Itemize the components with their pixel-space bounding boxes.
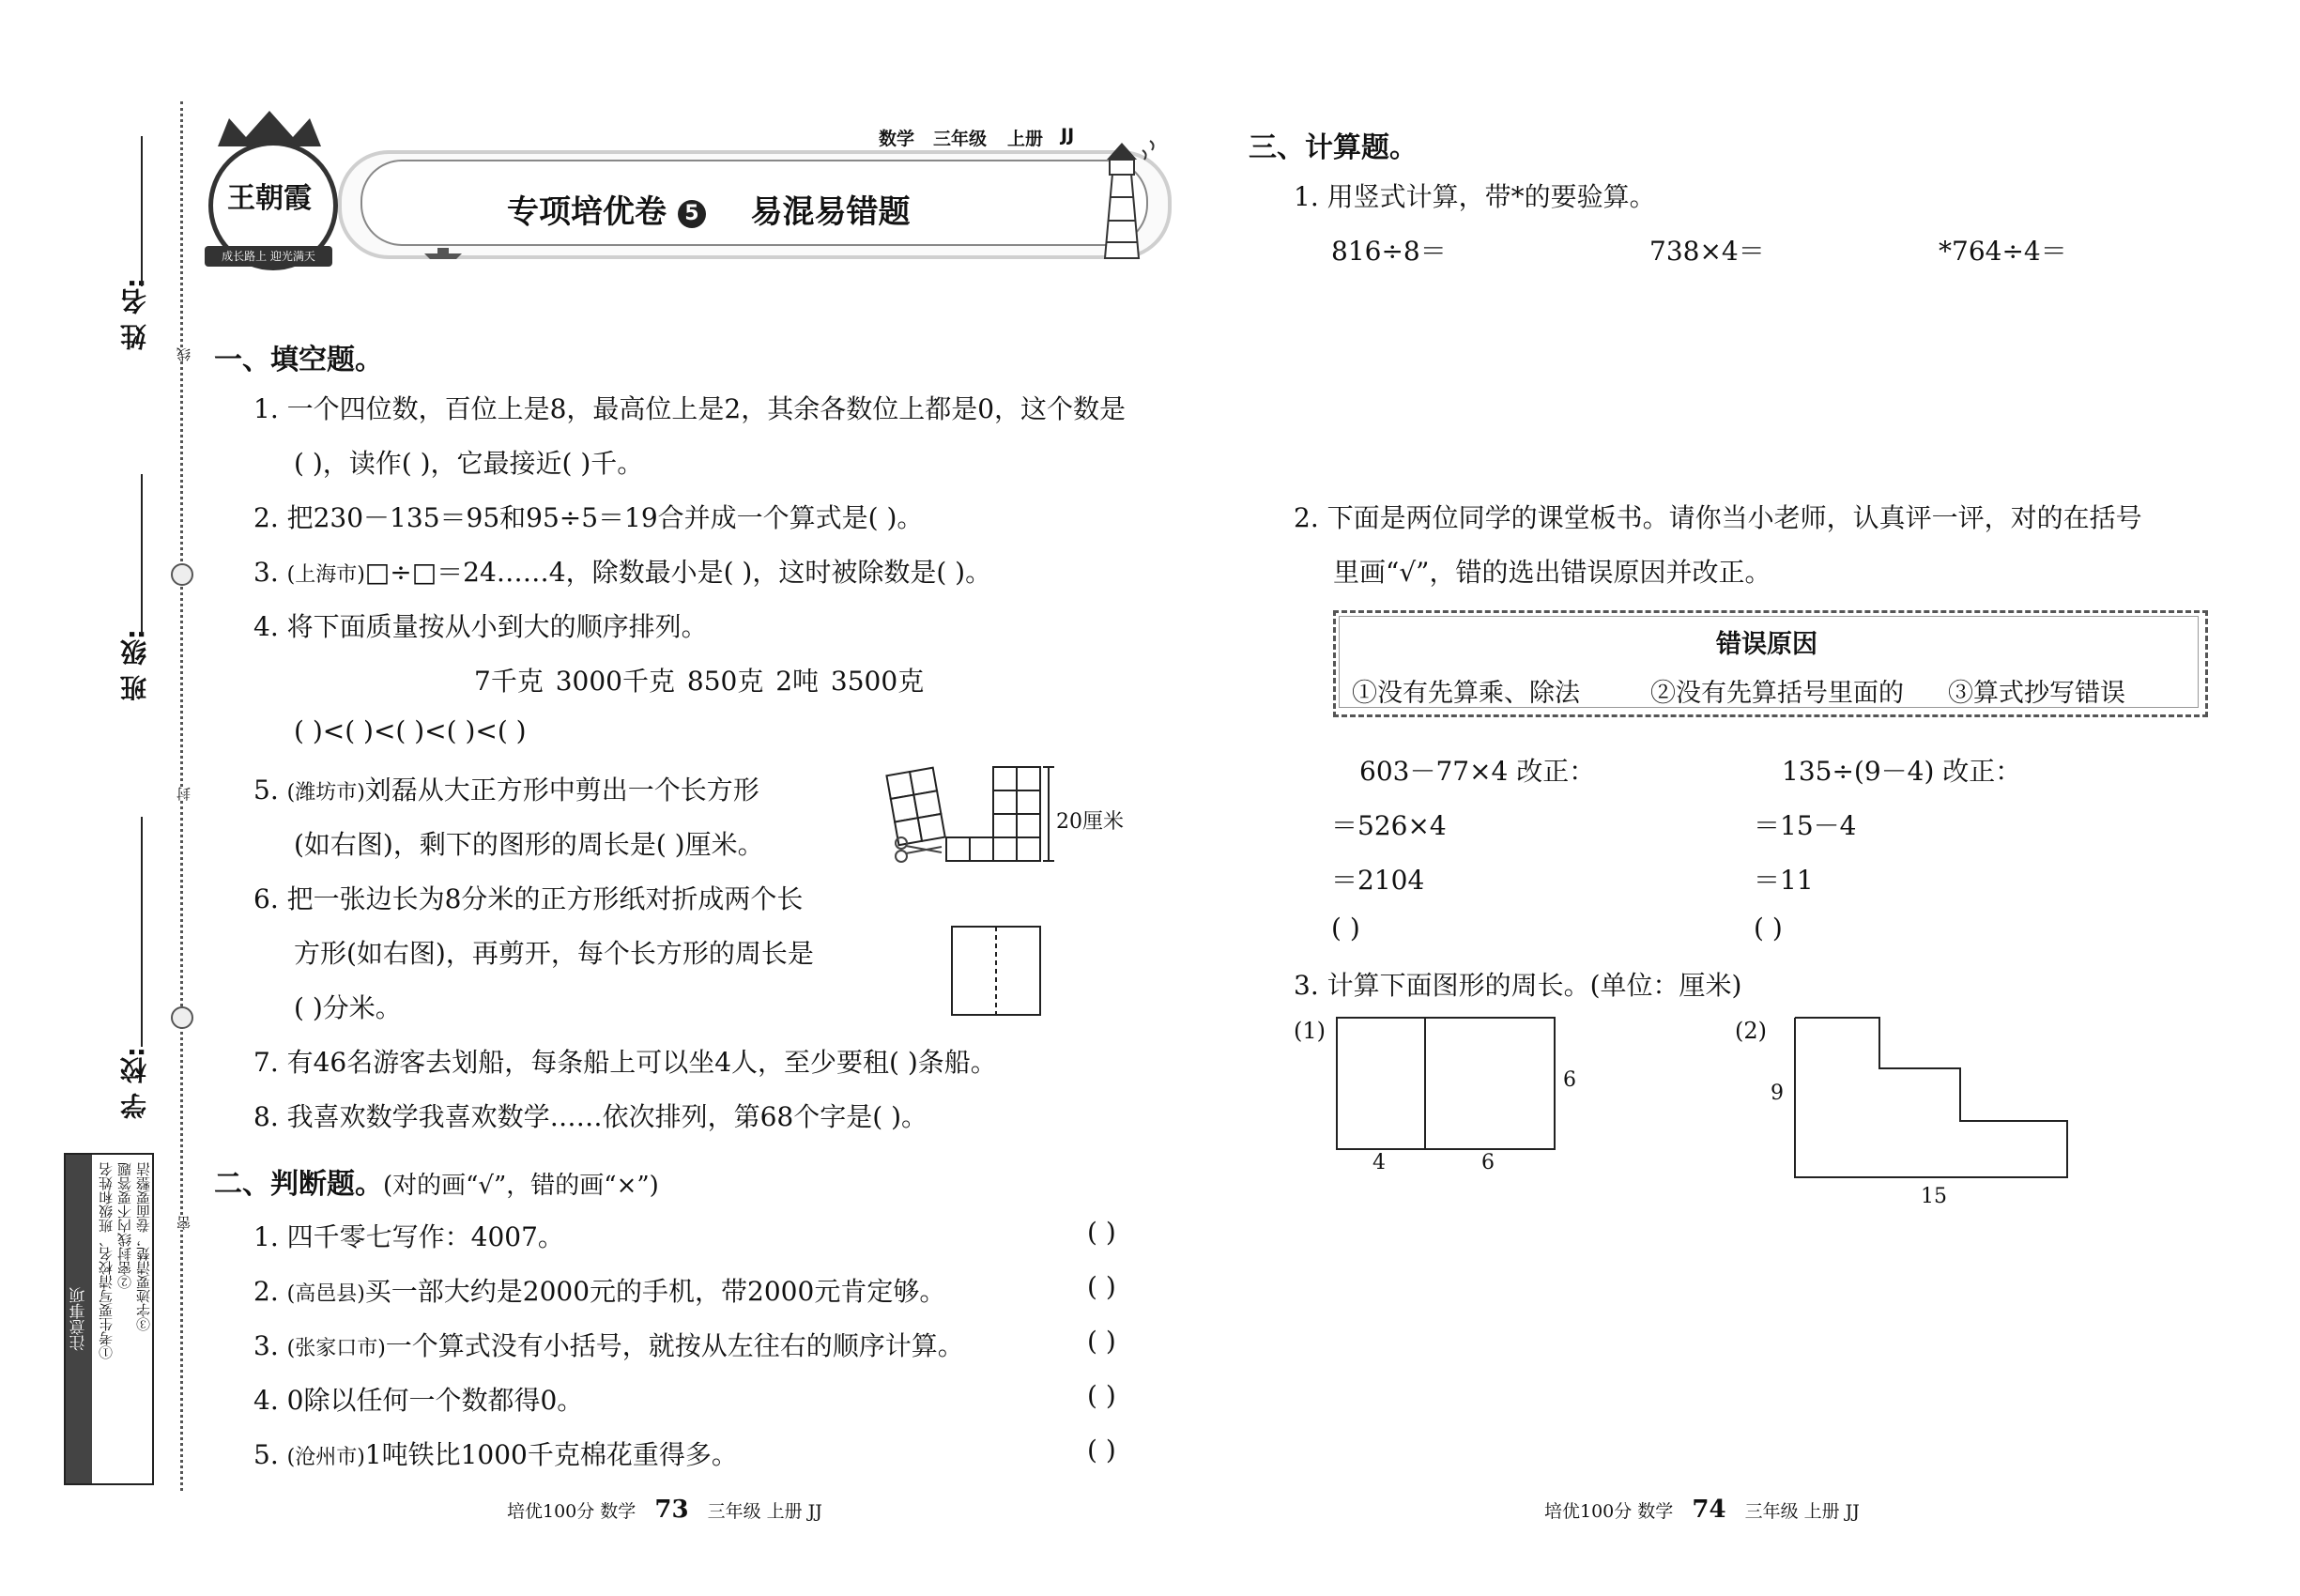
section2-note: (对的画“√”，错的画“×”) — [383, 1172, 659, 1200]
judge-item-3 — [253, 1326, 964, 1363]
error-reason-3: ③算式抄写错误 — [1948, 679, 2125, 708]
judge-item-num: 1. — [253, 1221, 279, 1252]
q3-num: 3. — [253, 557, 279, 588]
judge-item-1 — [253, 1217, 564, 1254]
note-1: ①考生要写清校名、班级和姓名 — [98, 1162, 115, 1359]
judge-region-tag: (高邑县) — [286, 1282, 365, 1306]
title-number-badge: 5 — [678, 200, 706, 228]
fig2-label: (2) — [1735, 1018, 1767, 1044]
judge-region-tag: (沧州市) — [286, 1446, 365, 1469]
work-a-answer[interactable]: ( ) — [1331, 913, 1360, 944]
q5-line2: (如右图)，剩下的图形的周长是( )厘米。 — [294, 829, 764, 860]
judge-item-num: 3. — [253, 1330, 279, 1361]
note-2: ②密封线内不要答题 — [116, 1162, 133, 1289]
judge-answer-5[interactable]: ( ) — [1087, 1435, 1116, 1466]
judge-answer-1[interactable]: ( ) — [1087, 1217, 1116, 1248]
edition-label: JJ — [1061, 125, 1075, 146]
fig1-label: (1) — [1294, 1018, 1326, 1044]
judge-item-text: 一个算式没有小括号，就按从左往右的顺序计算。 — [385, 1330, 964, 1361]
judge-item-text: 0除以任何一个数都得0。 — [286, 1385, 584, 1416]
q6-line3: ( )分米。 — [294, 992, 402, 1023]
page-number-right: 74 — [1692, 1496, 1726, 1524]
name-label: 姓 名: — [119, 278, 150, 350]
error-reason-2: ②没有先算括号里面的 — [1650, 679, 1904, 708]
judge-item-text: 四千零七写作：4007。 — [286, 1221, 564, 1252]
q5-figure-label: 20厘米 — [1056, 810, 1124, 834]
judge-item-num: 2. — [253, 1276, 279, 1307]
judge-item-text: 买一部大约是2000元的手机，带2000元肯定够。 — [364, 1276, 946, 1307]
judge-answer-4[interactable]: ( ) — [1087, 1380, 1116, 1411]
footer-left-suffix: 三年级 上册 JJ — [707, 1501, 822, 1522]
section2-title: 二、判断题。 — [214, 1168, 383, 1201]
boat-icon — [424, 246, 462, 259]
calc-item-1: 816÷8＝ — [1331, 236, 1447, 267]
lighthouse-icon — [1084, 131, 1159, 263]
q5-figure — [887, 762, 1056, 871]
q2: 2. 把230－135＝95和95÷5＝19合并成一个算式是( )。 — [253, 502, 924, 533]
cut-mark-seal: 封 — [176, 787, 192, 801]
title-main: 专项培优卷 — [507, 193, 667, 231]
brand-logo-ribbon: 成长路上 迎光满天 — [205, 246, 332, 267]
class-label: 班 级: — [119, 629, 150, 701]
work-b-line3: ＝11 — [1754, 865, 1814, 896]
q3-text: □÷□＝24……4，除数最小是( )，这时被除数是( )。 — [364, 557, 992, 588]
footer-left — [507, 1496, 822, 1524]
fig1-bottom-right-label: 6 — [1481, 1151, 1495, 1174]
q3-region-tag: (上海市) — [286, 563, 365, 587]
subject-label: 数学 — [879, 129, 915, 149]
calc-q2-line2: 里画“√”，错的选出错误原因并改正。 — [1333, 557, 1771, 588]
calc-item-3: *764÷4＝ — [1939, 236, 2067, 267]
notes-box — [64, 1153, 154, 1485]
fig2-left-label: 9 — [1771, 1082, 1784, 1105]
q1-line1: 1. 一个四位数，百位上是8，最高位上是2，其余各数位上都是0，这个数是 — [253, 393, 1127, 424]
q6-line2: 方形(如右图)，再剪开，每个长方形的周长是 — [294, 938, 814, 969]
work-b-line2: ＝15－4 — [1754, 810, 1857, 841]
work-a-line3: ＝2104 — [1331, 865, 1425, 896]
calc-q1: 1. 用竖式计算，带*的要验算。 — [1294, 181, 1656, 212]
q5-num: 5. — [253, 775, 279, 806]
class-field-line[interactable] — [141, 474, 143, 634]
fig1-rectangles — [1335, 1016, 1560, 1152]
work-b-answer[interactable]: ( ) — [1754, 913, 1783, 944]
judge-item-4 — [253, 1380, 583, 1418]
grade-label: 三年级 — [933, 129, 988, 149]
calc-q3: 3. 计算下面图形的周长。(单位：厘米) — [1294, 970, 1742, 1001]
section3-heading: 三、计算题。 — [1249, 131, 1418, 164]
fig2-staircase — [1793, 1016, 2075, 1185]
calc-item-2: 738×4＝ — [1649, 236, 1765, 267]
footer-right-suffix: 三年级 上册 JJ — [1744, 1501, 1860, 1522]
note-3: ③字迹要清楚，卷面要整洁 — [135, 1162, 152, 1331]
q5-text1: 刘磊从大正方形中剪出一个长方形 — [364, 775, 759, 806]
school-field-line[interactable] — [141, 817, 143, 1047]
footer-left-prefix: 培优100分 数学 — [507, 1501, 636, 1522]
q8: 8. 我喜欢数学我喜欢数学……依次排列，第68个字是( )。 — [253, 1101, 928, 1132]
q5-line1 — [253, 770, 759, 807]
page-number-left: 73 — [654, 1496, 689, 1524]
work-a-line1: 603－77×4 改正： — [1359, 756, 1596, 787]
section2-heading — [214, 1160, 659, 1202]
work-a-line2: ＝526×4 — [1331, 810, 1447, 841]
fig2-bottom-label: 15 — [1921, 1185, 1947, 1208]
brand-logo-text: 王朝霞 — [227, 182, 312, 215]
binding-hole-2 — [171, 1006, 193, 1029]
title-sub: 易混易错题 — [750, 193, 911, 231]
page-title — [507, 186, 911, 232]
footer-right-prefix: 培优100分 数学 — [1544, 1501, 1674, 1522]
fig1-side-label: 6 — [1563, 1068, 1576, 1092]
volume-label: 上册 — [1007, 129, 1044, 149]
binding-hole-1 — [171, 563, 193, 586]
q6-figure — [950, 925, 1044, 1019]
q5-region-tag: (潍坊市) — [286, 781, 365, 805]
q3 — [253, 552, 991, 590]
section1-heading: 一、填空题。 — [214, 344, 383, 376]
judge-item-num: 4. — [253, 1385, 279, 1416]
error-reason-title: 错误原因 — [1716, 630, 1817, 659]
judge-item-num: 5. — [253, 1439, 279, 1470]
judge-answer-3[interactable]: ( ) — [1087, 1326, 1116, 1357]
notes-title: 注意事项 — [66, 1155, 92, 1483]
footer-right — [1544, 1496, 1860, 1524]
work-b-line1: 135÷(9－4) 改正： — [1782, 756, 2022, 787]
judge-item-2 — [253, 1271, 945, 1309]
name-field-line[interactable] — [141, 136, 143, 286]
q4-items: 7千克 3000千克 850克 2吨 3500克 — [474, 666, 925, 697]
fig1-bottom-left-label: 4 — [1372, 1151, 1386, 1174]
error-reason-1: ①没有先算乘、除法 — [1352, 679, 1580, 708]
q4-blanks: ( )<( )<( )<( )<( ) — [294, 715, 527, 746]
q7: 7. 有46名游客去划船，每条船上可以坐4人，至少要租( )条船。 — [253, 1047, 997, 1078]
judge-item-text: 1吨铁比1000千克棉花重得多。 — [364, 1439, 738, 1470]
cut-mark-line: 线 — [176, 347, 192, 361]
q1-line2: ( )，读作( )，它最接近( )千。 — [294, 448, 644, 479]
calc-q2-line1: 2. 下面是两位同学的课堂板书。请你当小老师，认真评一评，对的在括号 — [1294, 502, 2142, 533]
school-label: 学 校: — [119, 1047, 150, 1119]
cut-mark-secret: 密 — [176, 1216, 192, 1230]
q6-line1: 6. 把一张边长为8分米的正方形纸对折成两个长 — [253, 883, 804, 914]
judge-item-5 — [253, 1435, 738, 1472]
q4: 4. 将下面质量按从小到大的顺序排列。 — [253, 611, 708, 642]
judge-region-tag: (张家口市) — [286, 1337, 386, 1360]
judge-answer-2[interactable]: ( ) — [1087, 1271, 1116, 1302]
